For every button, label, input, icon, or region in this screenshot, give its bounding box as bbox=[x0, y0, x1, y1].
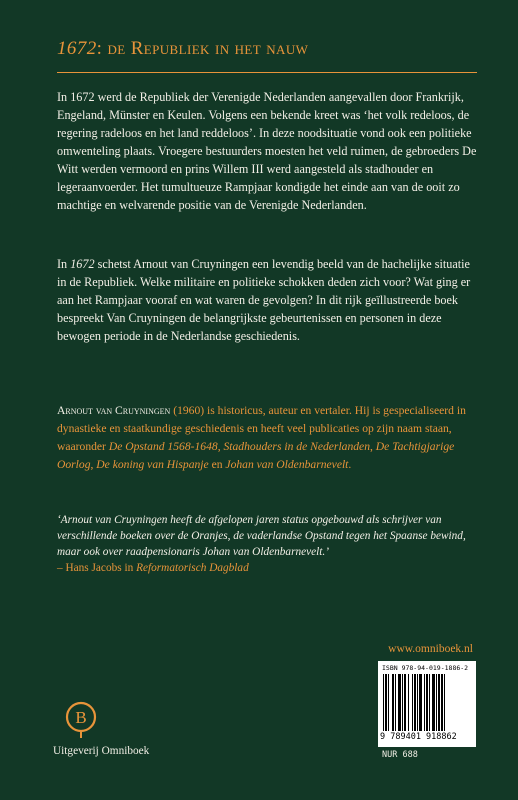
barcode-digits: 9 789401 918862 bbox=[380, 732, 457, 742]
bio-book-title: De Tachtigjarige Oorlog bbox=[57, 440, 455, 471]
isbn-barcode bbox=[378, 661, 476, 747]
author-bio: Arnout van Cruyningen (1960) is historicus, auteur en vertaler. Hij is gespecialiseerd in dynastieke en staatkundige geschiedenis en heeft veel publicaties op zijn naam staan, waaronder De Opstand 1568-1648, Stadhouders in de Nederlanden, De Tachtigjarige Oorlog, De koning van Hispanje en Johan van Oldenbarnevelt. bbox=[57, 404, 466, 471]
website-link[interactable]: www.omniboek.nl bbox=[388, 643, 473, 655]
bio-book-title: De koning van Hispanje bbox=[96, 458, 209, 471]
barcode-bars bbox=[382, 674, 472, 731]
isbn-label: ISBN 978-94-019-1886-2 bbox=[382, 664, 469, 672]
nur-code: NUR 688 bbox=[382, 750, 418, 760]
quote-attribution: – Hans Jacobs in Reformatorisch Dagblad bbox=[57, 562, 249, 574]
book-title-inline: 1672 bbox=[70, 257, 95, 271]
publisher-name: Uitgeverij Omniboek bbox=[53, 745, 150, 757]
quote-source: Reformatorisch Dagblad bbox=[136, 562, 249, 574]
summary-paragraph: In 1672 schetst Arnout van Cruyningen een levendig beeld van de hachelijke situatie in de Republiek. Welke militaire en politieke schokken deden zich voor? Wat ging er aan het Rampjaar vooraf en wat waren de gevolgen? In dit rijk geïllustreerde boek bespreekt Van Cruyningen de belangrijkste gebeurtenissen en personen in deze bewogen periode in de Nederlandse geschiedenis. bbox=[57, 257, 471, 343]
bio-book-title: Stadhouders in de Nederlanden bbox=[223, 440, 370, 453]
title-divider bbox=[57, 72, 477, 73]
svg-text:B: B bbox=[75, 708, 87, 727]
review-quote bbox=[57, 512, 477, 576]
quote-text: ‘Arnout van Cruyningen heeft de afgelopen jaren status opgebouwd als schrijver van verschillende boeken over de Oranjes, de vaderlandse Opstand tegen het Spaanse bewind, maar ook over raadpensionaris Johan van Oldenbarnevelt.’ bbox=[57, 514, 466, 558]
title-subtitle: : de Republiek in het nauw bbox=[96, 38, 309, 59]
title-year: 1672 bbox=[57, 38, 97, 59]
author-name: Arnout van Cruyningen bbox=[57, 404, 171, 417]
bio-book-title: Johan van Oldenbarnevelt bbox=[225, 458, 349, 471]
author-birth-year: (1960) bbox=[170, 404, 205, 417]
book-title bbox=[57, 38, 477, 60]
intro-paragraph: In 1672 werd de Republiek der Verenigde Nederlanden aangevallen door Frankrijk, Engeland, Münster en Keulen. Volgens een bekende kreet was ‘het volk redeloos, de regering radeloos en het land reddeloos’. In deze noodsituatie vond ook een politieke omwenteling plaats. Vroegere bestuurders moesten het veld ruimen, de gebroeders De Witt werden vermoord en prins Willem III werd aangesteld als stadhouder en legeraanvoerder. Het tumultueuze Rampjaar kondigde het einde aan van de ooit zo machtige en welvarende positie van de Verenigde Nederlanden. bbox=[57, 90, 477, 212]
omniboek-logo-icon bbox=[64, 700, 98, 740]
bio-book-title: De Opstand 1568-1648 bbox=[108, 440, 218, 453]
